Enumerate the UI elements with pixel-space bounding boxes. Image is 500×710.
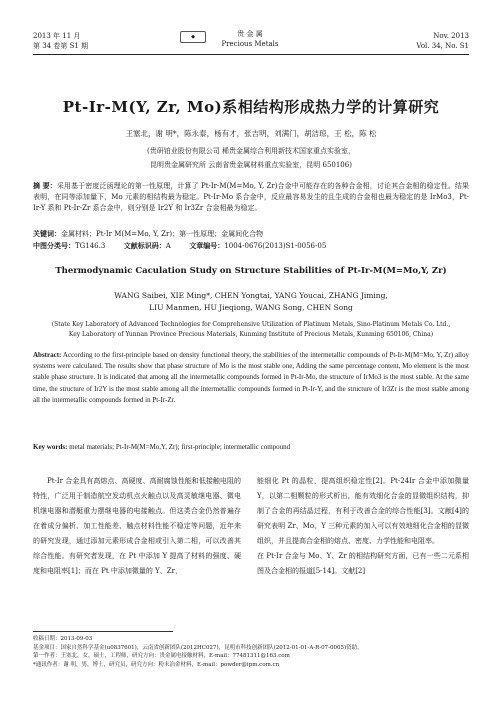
journal-name-cn: 贵 金 属	[237, 30, 263, 38]
clc-label: 中图分类号：	[33, 241, 75, 250]
article-no-value: 1004-0676(2013)S1-0056-05	[224, 242, 327, 250]
authors-en-line2: LIU Manmen, HU Jieqiong, WANG Song, CHEN Song	[149, 303, 353, 312]
journal-name-en: Precious Metals	[221, 40, 279, 48]
paper-title-cn: Pt-Ir-M(Y, Zr, Mo)系相结构形成热力学的计算研究	[62, 98, 440, 116]
funding: 基金项目：国家自然科学基金(u0837601)，云南省创新团队(2012HC027)，昆明市科技创新团队(2012-01-01-A-R-07-0005)资助。	[33, 644, 363, 651]
article-no-label: 文章编号：	[189, 241, 225, 250]
body-column-left: Pt-Ir 合金具有高熔点、高硬度、高耐腐蚀性能和低接触电阻的特性，广泛用于制造航空发动机点火触点以及高灵敏继电器、微电机继电器和潜艇重力摆继电器的电接触点。但这类合金仍然普遍存在着成分偏析、加工性能差、触点材料性能不稳定等问题，近年来的研究发现，通过添加元素形成合金相或引入第二相，可以改善其综合性能。有研究者发现，在 Pt 中添加 Y 提高了材料的强度、硬度和电阻率[1]；而在 Pt 中添加微量的 Y、Zr，	[33, 477, 241, 575]
affiliation-en-line2: Key Laboratory of Yunnan Province Precious Materials, Kunming Institute of Precious Metals, Kunming 650106, China)	[68, 331, 434, 338]
issue-date: 2013 年 11 月	[33, 32, 81, 40]
issue-volume: 第 34 卷第 S1 期	[33, 42, 89, 50]
footnote-rule	[33, 631, 173, 632]
authors-en-line1: WANG Saibei, XIE Ming*, CHEN Yongtai, YANG Youcai, ZHANG Jiming,	[114, 291, 388, 300]
journal-masthead	[191, 29, 290, 49]
journal-logo-icon: ◆	[180, 31, 206, 43]
authors-cn: 王塞北，谢 明*，陈永泰，杨有才，张吉明，刘满门，胡洁琼，王 松，陈 松	[125, 129, 377, 138]
paper-title-en: Thermodynamic Caculation Study on Structure Stabilities of Pt-Ir-M(M=Mo,Y, Zr)	[55, 266, 447, 276]
authors-en	[33, 290, 469, 314]
keywords-en	[33, 442, 469, 453]
clc-value: TG146.3	[75, 242, 106, 250]
abstract-cn-text: 采用基于密度泛函理论的第一性原理，计算了 Pt-Ir-M(M=Mo, Y, Zr)合金中可能存在的各种合金相，讨论其合金相的稳定性。结果表明，在同等添加量下，Mo 元素的相结构最为稳定。Pt-Ir-Mo 系合金中，反应最容易发生的且生成的合金相也最为稳定的是 IrMo3，Pt-Ir-Y 系和 Pt-Ir-Zr 系合金中，则分别是 Ir2Y 和 Ir3Zr 合金相最为稳定。	[33, 182, 470, 213]
corresponding-author: *通讯作者：谢 明，男，博士，研究员，研究方向：粉末冶金材料，E-mail：powder@ipm.com.cn	[33, 661, 280, 668]
received-date: 收稿日期：2013-09-03	[33, 636, 93, 642]
abstract-cn-label: 摘 要：	[33, 181, 57, 190]
abstract-en-label: Abstract:	[33, 351, 62, 359]
first-author: 第一作者：王塞北，女，硕士，工程师，研究方向：贵金属电接触材料，E-mail：77481311@163.com	[33, 653, 290, 659]
doc-code-value: A	[165, 242, 171, 250]
affiliation-en	[33, 320, 469, 340]
issue-date-en: Nov. 2013	[433, 32, 469, 40]
footnote	[33, 635, 469, 669]
body-column-right: 能细化 Pt 的晶粒，提高组织稳定性[2]。Pt-24Ir 合金中添加微量 Y，以第二相颗粒的形式析出，能有效细化合金的显微组织结构，抑制了合金的再结晶过程，有利于改善合金的综合性能[3]。文献[4]的研究表明 Zr、Mo、Y 三种元素的加入可以有效地细化合金相的显微组织，并且提高合金相的熔点、密度、力学性能和电阻率。 在 Pt-Ir 合金与 Mo、Y、Zr 的相结构研究方面，已有一些二元系相图及合金相的报道[5-14]。文献[2]	[257, 477, 469, 575]
keywords-cn	[33, 228, 469, 240]
abstract-en-text: According to the first-principle based on density functional theory, the stabilities of the intermetallic compounds of Pt-Ir-M(M=Mo, Y, Zr) alloy systems were calculated. The results show that phase structure of Mo is the most stable one, Adding the same percentage content, Mo element is the most stable phase structure. It is indicated that among all the intermetallic compounds formed in Pt-Ir-Mo, the structure of IrMo3 is the most stable. At the same time, the structure of Ir2Y is the most stable among all the intermetallic compounds formed in Pt-Ir-Y, and the structure of Ir3Zr is the most stable among all the intermetallic compounds formed in Pt-Ir-Zr.	[33, 351, 469, 404]
journal-issue-en	[416, 31, 469, 51]
keywords-en-text: metal materials; Pt-Ir-M(M=Mo,Y, Zr); first-principle; intermetallic compound	[67, 443, 291, 451]
abstract-en	[33, 350, 469, 406]
affiliation-en-line1: (State Key Laboratory of Advanced Technologies for Comprehensive Utilization of Platinum Metals, Sino-Platinum Metals Co. Ltd.,	[51, 321, 451, 328]
issue-volume-en: Vol. 34, No. S1	[416, 42, 469, 50]
keywords-en-label: Key words:	[33, 443, 68, 451]
affiliation-cn-1: (贵研铂业股份有限公司 稀贵金属综合利用新技术国家重点实验室，	[147, 147, 355, 155]
affiliation-cn-2: 昆明贵金属研究所 云南省贵金属材料重点实验室，昆明 650106)	[150, 161, 352, 169]
journal-date	[33, 31, 88, 51]
header-rule	[33, 54, 469, 55]
doc-code-label: 文献标识码：	[123, 241, 166, 250]
keywords-cn-text: 金属材料；Pt-Ir M(M=Mo, Y, Zr)；第一性原理；金属间化合物	[61, 230, 264, 238]
classification-cn	[33, 240, 469, 252]
keywords-cn-label: 关键词：	[33, 229, 61, 238]
abstract-cn	[33, 180, 469, 215]
